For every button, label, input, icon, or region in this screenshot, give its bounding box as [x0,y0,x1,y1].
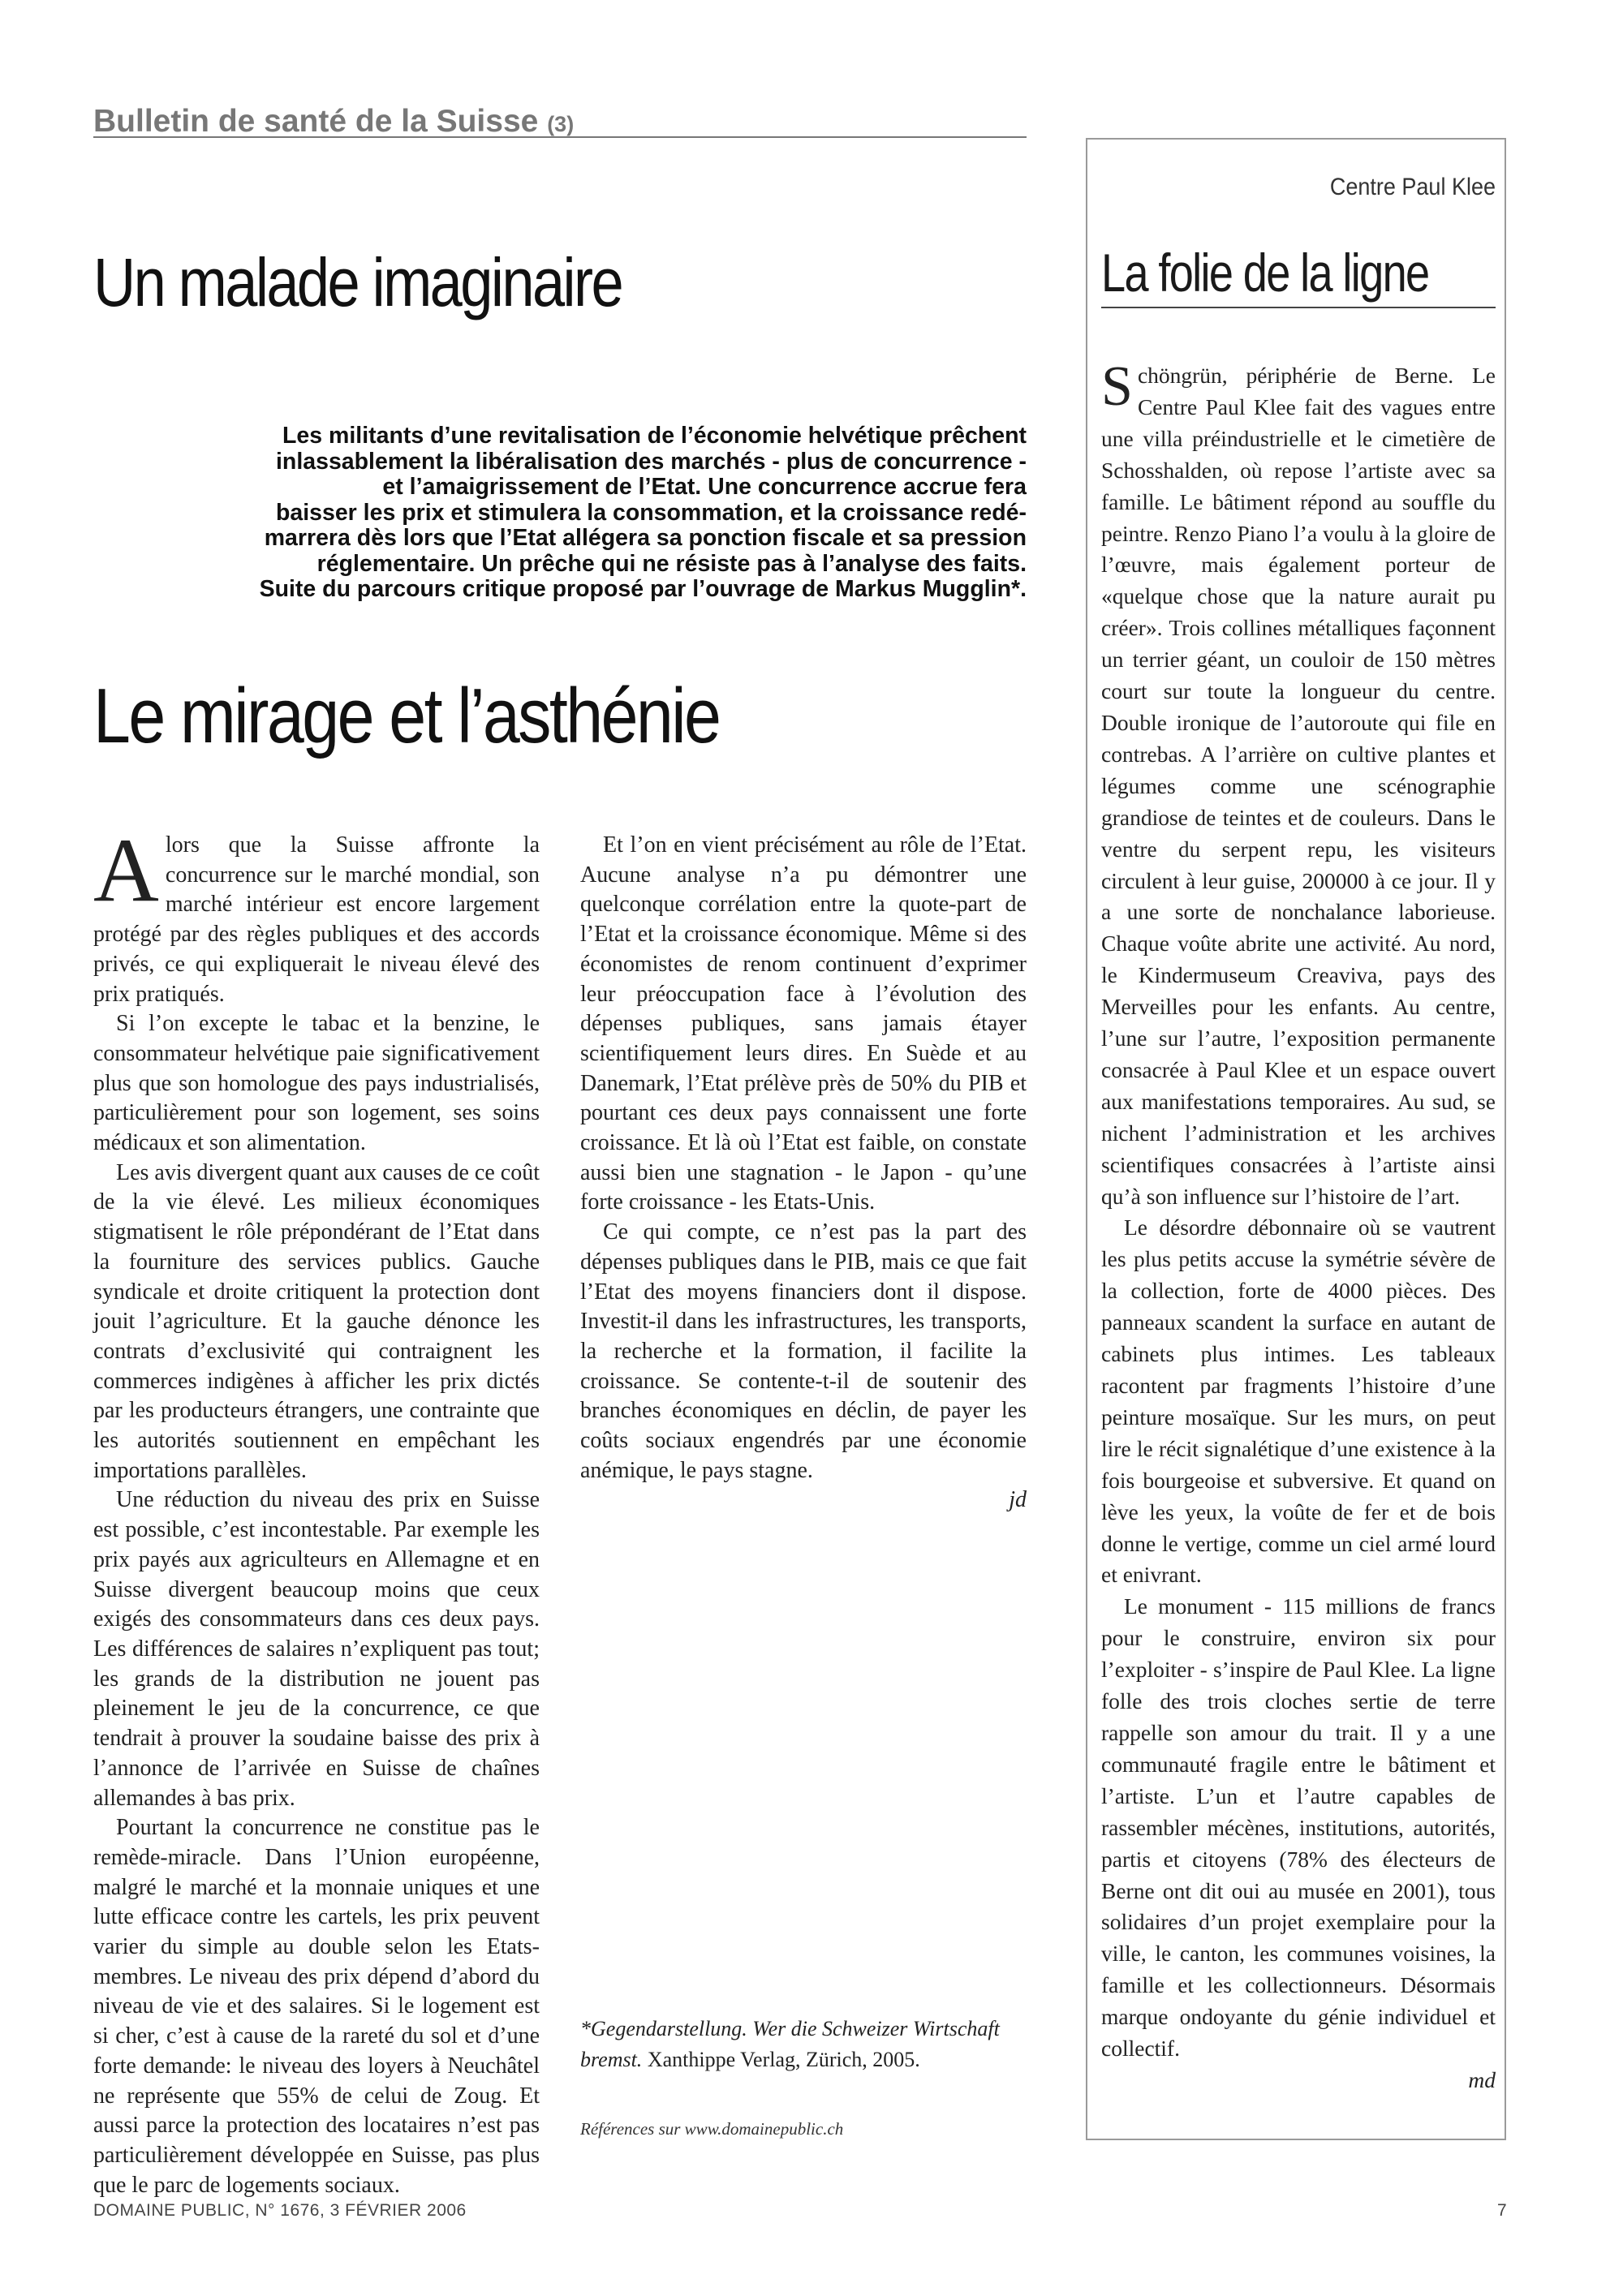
lead-line: baisser les prix et stimulera la consommation, et la croissance redé- [275,499,1027,526]
footnote-marker: * [580,2017,591,2040]
author-signature: jd [1009,1487,1027,1513]
sidebar-paragraph: Le monument - 115 millions de francs pour le construire, environ six pour l’exploiter - s’inspire de Paul Klee. La ligne folle des trois cloches sertie de terre rappelle son amour du trait. Il y a une communauté fragile entre le bâtiment et l’artiste. L’un et l’autre capables de rassembler mécènes, institutions, autorités, partis et citoyens (78% des électeurs de Berne ont dit oui au musée en 2001), tous solidaires d’un projet exemplaire pour la ville, le canton, les communes voisines, la famille et les collectionneurs. Désormais marque ondoyante du génie individuel et collectif. [1101,1593,1496,2062]
footnote-publisher: Xanthippe Verlag, Zürich, 2005. [642,2048,920,2071]
drop-cap: A [93,820,159,921]
footnote [580,2014,1027,2075]
sidebar-signature: md [1468,2066,1496,2092]
main-headline: Un malade imaginaire [93,244,622,320]
article-column-2 [580,831,1027,1516]
references-link[interactable]: Références sur www.domainepublic.ch [580,2119,844,2139]
lead-line: Les militants d’une revitalisation de l’économie helvétique prêchent [282,423,1027,449]
lead-line: et l’amaigrissement de l’Etat. Une concurrence accrue fera [382,474,1027,500]
sidebar-kicker: Centre Paul Klee [1329,174,1496,200]
sidebar-column [1101,355,1496,2096]
article-column-1 [93,820,540,2200]
footer-publication: DOMAINE PUBLIC, N° 1676, 3 FÉVRIER 2006 [93,2201,467,2220]
article-paragraph: Pourtant la concurrence ne constitue pas le remède-miracle. Dans l’Union européenne, malgré le marché et la monnaie uniques et une lutte efficace contre les cartels, les prix peuvent varier du simple au double selon les Etats-membres. Le niveau des prix dépend d’abord du niveau de vie et des salaires. Si le logement est si cher, c’est à cause de la rareté du sol et d’une forte demande: le niveau des loyers à Neuchâtel ne représente que 55% de celui de Zoug. Et aussi parce la protection des locataires n’est pas particulièrement développée en Suisse, pas plus que le parc de logements sociaux. [93,1815,540,2198]
article-paragraph: Les avis divergent quant aux causes de ce coût de la vie élevé. Les milieux économiques stigmatisent le rôle prépondérant de l’Etat dans la fourniture des services publics. Gauche syndicale et droite critiquent la protection dont jouit l’agriculture. Et la gauche dénonce les contrats d’exclusivité qui contraignent les commerces indigènes à afficher les prix dictés par les producteurs étrangers, une contrainte que les autorités soutiennent en empêchant les importations parallèles. [93,1159,540,1483]
sidebar-paragraph [1101,355,1496,1212]
rubric-title: Bulletin de santé de la Suisse [93,104,539,139]
footnote-book-title: Gegendarstellung. Wer die Schweizer Wirtschaft bremst. [580,2017,1000,2071]
rubric-number: (3) [547,112,575,136]
drop-cap: S [1101,355,1133,418]
paragraph-text: chöngrün, périphérie de Berne. Le Centre Paul Klee fait des vagues entre une villa préindustrielle et le cimetière de Schosshalden, où repose l’artiste avec sa famille. Le bâtiment répond au souffle du peintre. Renzo Piano l’a voulu à la gloire de l’œuvre, mais également porteur de «quelque chose que la nature aurait pu créer». Trois collines métalliques façonnent un terrier géant, un couloir de 150 mètres court sur toute la longueur du centre. Double ironique de l’autoroute qui file en contrebas. A l’arrière on cultive plantes et légumes comme une scénographie grandiose de teintes et de couleurs. Dans le ventre du serpent repu, les visiteurs circulent à leur guise, 200000 à ce jour. Il y a une sorte de nonchalance laborieuse. Chaque voûte abrite une activité. Au nord, le Kindermuseum Creaviva, pays des Merveilles pour les enfants. Au centre, l’une sur l’autre, l’exposition permanente consacrée à Paul Klee et un espace ouvert aux manifestations temporaires. Au sud, se nichent l’administration et les archives scientifiques consacrées à l’artiste ainsi qu’à son influence sur l’histoire de l’art. [1101,363,1496,1209]
article-paragraph: Et l’on en vient précisément au rôle de l’Etat. Aucune analyse n’a pu démontrer une quelconque corrélation entre la quote-part de l’Etat et la croissance économique. Même si des économistes de renom continuent d’exprimer leur préoccupation face à l’évolution des dépenses publiques, sans jamais étayer scientifiquement leurs dires. En Suède et au Danemark, l’Etat prélève près de 50% du PIB et pourtant ces deux pays connaissent une forte croissance. Et là où l’Etat est faible, on constate aussi bien une stagnation - le Japon - qu’une forte croissance - les Etats-Unis. [580,832,1027,1215]
page-number: 7 [1497,2201,1507,2220]
article-paragraph: Ce qui compte, ce n’est pas la part des dépenses publiques dans le PIB, mais ce que fait l’Etat des moyens financiers dont il dispose. Investit-il dans les infrastructures, les transports, la recherche et la formation, il facilite la croissance. Se contente-t-il de soutenir des branches économiques en déclin, de payer les coûts sociaux engendrés par une économie anémique, le pays stagne. [580,1219,1027,1483]
lead-line: inlassablement la libéralisation des marchés - plus de concurrence - [276,448,1027,475]
lead-line: réglementaire. Un prêche qui ne résiste pas à l’analyse des faits. [316,550,1027,577]
lead-paragraph [114,424,1027,603]
article-paragraph [93,820,540,1009]
lead-line: marrera dès lors que l’Etat allégera sa ponction fiscale et sa pression [264,525,1027,551]
article-paragraph: Une réduction du niveau des prix en Suisse est possible, c’est incontestable. Par exemple les prix payés aux agriculteurs en Allemagne et en Suisse divergent beaucoup moins que ceux exigés des consommateurs dans ces deux pays. Les différences de salaires n’expliquent pas tout; les grands de la distribution ne jouent pas pleinement le jeu de la concurrence, ce que tendrait à prouver la soudaine baisse des prix à l’annonce de l’arrivée en Suisse de chaînes allemandes à bas prix. [93,1487,540,1811]
paragraph-text: lors que la Suisse affronte la concurrence sur le marché mondial, son marché intérieur est encore largement protégé par des règles publiques et des accords privés, ce qui expliquerait le niveau élevé des prix pratiqués. [93,832,540,1007]
article-paragraph: Si l’on excepte le tabac et la benzine, le consommateur helvétique paie significativement plus que son homologue des pays industrialisés, particulièrement pour son logement, ses soins médicaux et son alimentation. [93,1011,540,1156]
rubric-rule [93,136,1027,138]
section-rubric [93,104,1027,140]
article-headline: Le mirage et l’asthénie [93,673,720,759]
lead-line: Suite du parcours critique proposé par l’ouvrage de Markus Mugglin*. [259,576,1027,602]
sidebar-title: La folie de la ligne [1101,243,1429,303]
sidebar-rule [1101,307,1496,308]
sidebar-paragraph: Le désordre débonnaire où se vautrent les plus petits accuse la symétrie sévère de la collection, forte de 4000 pièces. Des panneaux scandent la surface en autant de cabinets plus intimes. Les tableaux racontent par fragments l’histoire d’une peinture mosaïque. Sur les murs, on peut lire le récit signalétique d’une existence à la fois bourgeoise et subversive. Et quand on lève les yeux, la voûte de fer et de bois donne le vertige, comme un ciel armé lourd et enivrant. [1101,1215,1496,1588]
